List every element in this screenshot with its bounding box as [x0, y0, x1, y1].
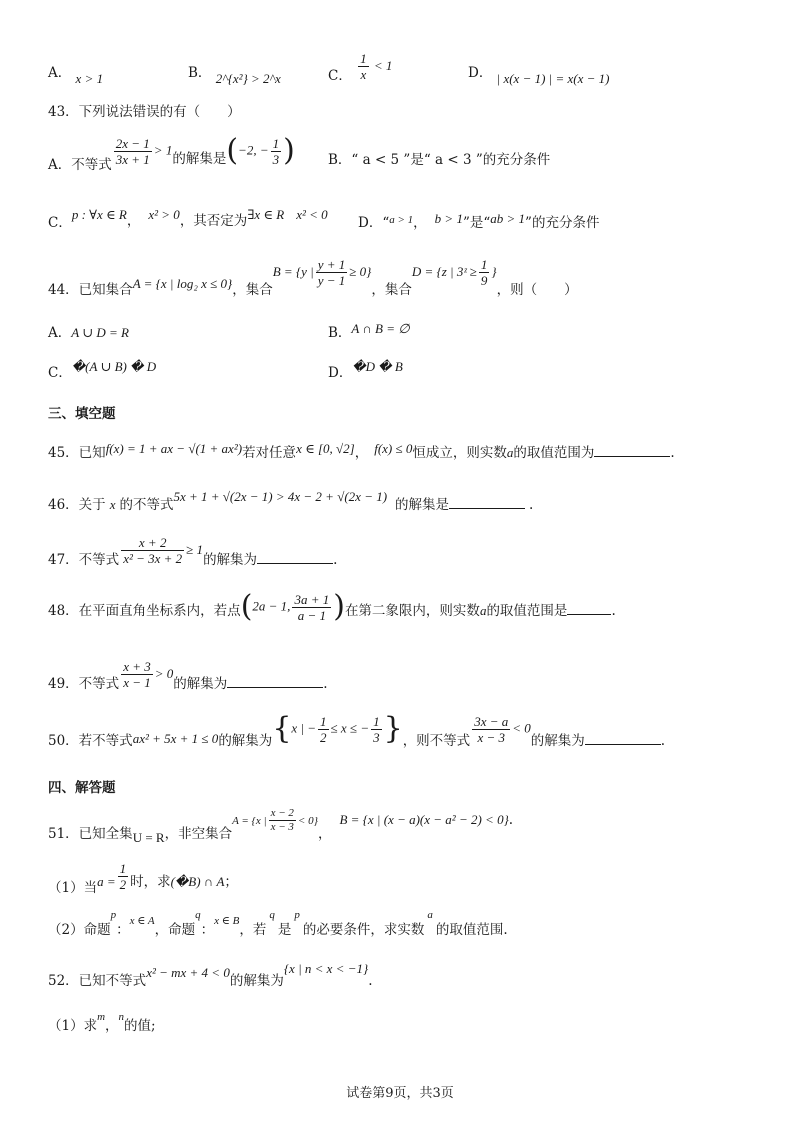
- denominator: 2: [320, 729, 327, 745]
- text: ；: [224, 874, 238, 890]
- math-expression: a > 1: [389, 214, 414, 226]
- q43-option-d: D．“a > 1， b > 1”是“ab > 1”的充分条件: [358, 211, 600, 231]
- q46: [48, 489, 534, 513]
- math-expression: b > 1: [434, 211, 463, 226]
- math-expression: A = {x |: [232, 815, 267, 827]
- q44-option-b: [328, 321, 410, 341]
- fraction: [472, 715, 510, 744]
- math-expression: �D � B: [352, 359, 403, 374]
- math-expression: A ∩ B = ∅: [351, 321, 410, 336]
- math-expression: D = {z | 3ᶻ ≥: [411, 264, 477, 279]
- math-expression: �(A ∪ B) � D: [71, 359, 157, 374]
- text: 的必要条件，求实数: [302, 922, 425, 938]
- fraction: [269, 808, 296, 833]
- math-variable: x: [109, 497, 116, 512]
- math-expression: U = R: [132, 830, 165, 845]
- q51-part2: [48, 909, 508, 938]
- q45: [48, 441, 675, 461]
- math-expression: x² > 0: [148, 207, 180, 222]
- denominator: 3: [272, 151, 280, 167]
- fraction: [371, 715, 382, 744]
- text: 是: [277, 922, 292, 938]
- fraction: [316, 258, 348, 287]
- numerator: x − 2: [270, 807, 294, 819]
- q43-option-b: B．“ a < 5 ”是“ a < 3 ”的充分条件: [328, 152, 551, 168]
- math-variable: q: [269, 909, 275, 921]
- text: （2）命题: [48, 922, 111, 938]
- math-expression: x > 1: [75, 71, 104, 86]
- math-expression: A = {x | log₂ x ≤ 0}: [132, 276, 233, 291]
- text: 46．关于: [48, 497, 106, 513]
- option-label: A．: [48, 65, 72, 81]
- denominator: x − 3: [477, 729, 505, 745]
- math-expression: ≥ 0}: [349, 264, 372, 279]
- section-heading: 三、填空题: [48, 406, 116, 422]
- text: ，集合: [371, 282, 412, 298]
- denominator: x² − 3x + 2: [123, 551, 183, 566]
- brace-open: {: [272, 711, 292, 746]
- fraction: [358, 52, 369, 81]
- numerator: 1: [119, 861, 127, 876]
- q51-part1: [48, 861, 238, 896]
- math-expression: < 0: [512, 720, 531, 736]
- text: 的值;: [124, 1018, 156, 1034]
- math-expression: 2a − 1,: [252, 598, 291, 614]
- answer-blank[interactable]: [227, 675, 323, 688]
- text: ”的充分条件: [525, 215, 600, 231]
- text: 的解集是: [172, 150, 227, 167]
- text: ，集合: [232, 282, 273, 298]
- math-variable: a: [479, 602, 487, 618]
- paren-open: (: [240, 589, 253, 624]
- fraction: [114, 137, 152, 166]
- answer-blank[interactable]: [594, 444, 670, 457]
- math-expression: ax² + 5x + 1 ≤ 0: [132, 730, 219, 746]
- text: 44．已知集合: [48, 282, 133, 298]
- paren-close: ): [283, 133, 295, 168]
- option-label: A．不等式: [48, 156, 112, 173]
- denominator: 2: [119, 877, 127, 892]
- text: 的解集为: [229, 973, 284, 989]
- denominator: 3x + 1: [115, 151, 150, 167]
- math-expression: x² − mx + 4 < 0: [146, 965, 230, 980]
- text: 若对任意: [242, 445, 297, 461]
- math-variable: a: [427, 909, 433, 921]
- text: 49．不等式: [48, 676, 120, 692]
- math-variable: n: [118, 1011, 125, 1023]
- q52-stem: [48, 961, 373, 989]
- option-label: C．: [48, 365, 72, 381]
- text: 的解集为: [218, 732, 273, 749]
- paren-open: (: [226, 133, 239, 168]
- q50: [48, 711, 666, 749]
- text: .: [660, 732, 666, 749]
- q51-stem: [48, 807, 514, 845]
- fraction: [292, 593, 331, 622]
- text: D．“: [358, 215, 390, 231]
- math-variable: p: [110, 909, 117, 921]
- math-expression: }: [491, 264, 497, 279]
- text: ，命题: [154, 922, 196, 938]
- text: ，则（ ）: [496, 282, 578, 298]
- option-label: B．: [188, 65, 212, 81]
- text: ，若: [239, 922, 267, 938]
- option-label: B．: [328, 325, 352, 341]
- numerator: 1: [272, 135, 280, 151]
- text: ：: [116, 922, 130, 938]
- math-variable: q: [195, 909, 201, 921]
- text: 的解集为: [203, 552, 258, 568]
- fraction: [121, 536, 184, 565]
- q43-option-c: [48, 207, 328, 231]
- fraction: [118, 862, 129, 891]
- q48: [48, 589, 616, 624]
- text: 时，求: [130, 874, 171, 890]
- text: .: [670, 445, 675, 461]
- numerator: x + 2: [121, 536, 184, 551]
- math-expression: ≤ x ≤ −: [330, 720, 370, 736]
- math-expression: | x(x − 1) | = x(x − 1): [496, 71, 610, 86]
- text: .: [529, 497, 534, 513]
- answer-blank[interactable]: [585, 732, 661, 745]
- math-expression: p : ∀x ∈ R: [71, 207, 127, 222]
- text: ，: [105, 1018, 119, 1034]
- page-footer: 试卷第9页，共3页: [346, 1086, 454, 1101]
- q42-option-d: [468, 65, 610, 86]
- q42-option-b: [188, 65, 281, 86]
- text: .: [368, 973, 373, 989]
- math-expression: f(x) = 1 + ax − √(1 + ax²): [105, 441, 243, 456]
- math-expression: f(x) ≤ 0: [374, 441, 413, 456]
- math-expression: a =: [97, 874, 116, 889]
- numerator: 3x − a: [474, 713, 509, 729]
- math-expression: 5x + 1 + √(2x − 1) > 4x − 2 + √(2x − 1): [173, 489, 388, 504]
- numerator: 1: [360, 51, 367, 66]
- text: 51．已知全集: [48, 826, 133, 842]
- text: .: [333, 552, 338, 568]
- text: 的取值范围.: [435, 922, 508, 938]
- q44-option-a: [48, 326, 129, 341]
- text: .: [611, 602, 616, 619]
- text: ，非空集合: [164, 826, 233, 842]
- math-expression: ab > 1: [490, 211, 526, 226]
- q44-stem: [48, 257, 578, 298]
- numerator: 1: [320, 713, 327, 729]
- text: ，其否定为: [179, 213, 248, 229]
- option-label: D．: [328, 365, 353, 381]
- q44-option-d: [328, 359, 403, 381]
- math-variable: a: [506, 445, 514, 460]
- numerator: 1: [373, 713, 380, 729]
- text: 在第二象限内，则实数: [344, 602, 480, 619]
- q47: [48, 535, 338, 568]
- paren-close: ): [333, 589, 345, 624]
- q43-option-a: [48, 133, 295, 173]
- math-expression: x² < 0: [296, 207, 328, 222]
- text: 恒成立，则实数: [412, 445, 507, 461]
- text: 52．已知不等式: [48, 973, 147, 989]
- numerator: 1: [480, 257, 488, 272]
- denominator: x − 1: [123, 675, 151, 690]
- math-expression: −2, −: [238, 142, 269, 158]
- math-variable: m: [97, 1011, 106, 1023]
- math-expression: > 1: [153, 142, 173, 158]
- denominator: a − 1: [297, 607, 326, 623]
- math-expression: x ∈ A: [129, 915, 155, 927]
- text: .: [508, 812, 514, 828]
- denominator: x: [360, 67, 367, 82]
- denominator: x − 3: [270, 821, 294, 833]
- denominator: y − 1: [317, 273, 346, 288]
- answer-blank[interactable]: [257, 551, 333, 564]
- text: 50．若不等式: [48, 732, 133, 749]
- text: 48．在平面直角坐标系内，若点: [48, 602, 241, 619]
- math-expression: 2^{x²} > 2^x: [215, 71, 281, 86]
- numerator: 3a + 1: [294, 591, 330, 607]
- text: 的解集是: [395, 497, 450, 513]
- denominator: 9: [480, 273, 488, 288]
- text: 的取值范围是: [486, 602, 568, 619]
- option-label: D．: [468, 65, 493, 81]
- text: ：: [200, 922, 215, 938]
- q43-stem: 43．下列说法错误的有（ ）: [48, 104, 241, 120]
- text: ，则不等式: [402, 732, 471, 749]
- fraction: [318, 715, 329, 744]
- math-expression: B = {y |: [272, 264, 314, 279]
- q42-option-c: [328, 51, 393, 84]
- option-label: A．: [48, 325, 72, 341]
- math-expression: < 1: [370, 58, 393, 73]
- math-expression: x ∈ B: [214, 915, 240, 927]
- math-expression: x | −: [291, 720, 317, 736]
- answer-blank[interactable]: [449, 496, 525, 509]
- text: ”是“: [462, 215, 491, 231]
- answer-blank[interactable]: [567, 602, 611, 615]
- fraction: [479, 258, 490, 287]
- text: 47．不等式: [48, 552, 120, 568]
- text: 的取值范围为: [513, 445, 595, 461]
- option-label: C．: [328, 68, 352, 84]
- numerator: x + 3: [123, 659, 151, 674]
- math-expression: (�B) ∩ A: [170, 874, 225, 889]
- text: 的不等式: [119, 497, 174, 513]
- numerator: 2x − 1: [115, 135, 150, 151]
- fraction: [121, 660, 153, 689]
- math-expression: x ∈ [0, √2]: [296, 441, 355, 456]
- math-expression: {x | n < x < −1}: [283, 961, 369, 976]
- math-expression: > 0: [154, 666, 174, 681]
- text: （1）当: [48, 880, 98, 896]
- text: 45．已知: [48, 445, 106, 461]
- math-expression: ≥ 1: [186, 542, 204, 557]
- numerator: y + 1: [317, 257, 346, 272]
- math-expression: < 0}: [297, 815, 318, 827]
- brace-close: }: [383, 711, 403, 746]
- section-heading: 四、解答题: [48, 780, 116, 796]
- text: .: [323, 676, 328, 692]
- text: ，: [317, 826, 332, 842]
- option-label: C．: [48, 215, 72, 231]
- math-variable: p: [294, 909, 300, 921]
- text: ，: [126, 213, 141, 229]
- text: 的解集为: [173, 676, 228, 692]
- text: 的解集为: [530, 732, 585, 749]
- text: （1）求: [48, 1018, 98, 1034]
- denominator: 3: [373, 729, 380, 745]
- fraction: [271, 137, 282, 166]
- math-expression: ∃x ∈ R: [247, 207, 285, 222]
- math-expression: A ∪ D = R: [71, 325, 129, 340]
- text: ，: [354, 445, 369, 461]
- q49: [48, 659, 328, 692]
- math-expression: B = {x | (x − a)(x − a² − 2) < 0}: [339, 812, 509, 827]
- q52-part1: [48, 1011, 156, 1034]
- q44-option-c: [48, 359, 157, 381]
- q42-option-a: [48, 65, 104, 86]
